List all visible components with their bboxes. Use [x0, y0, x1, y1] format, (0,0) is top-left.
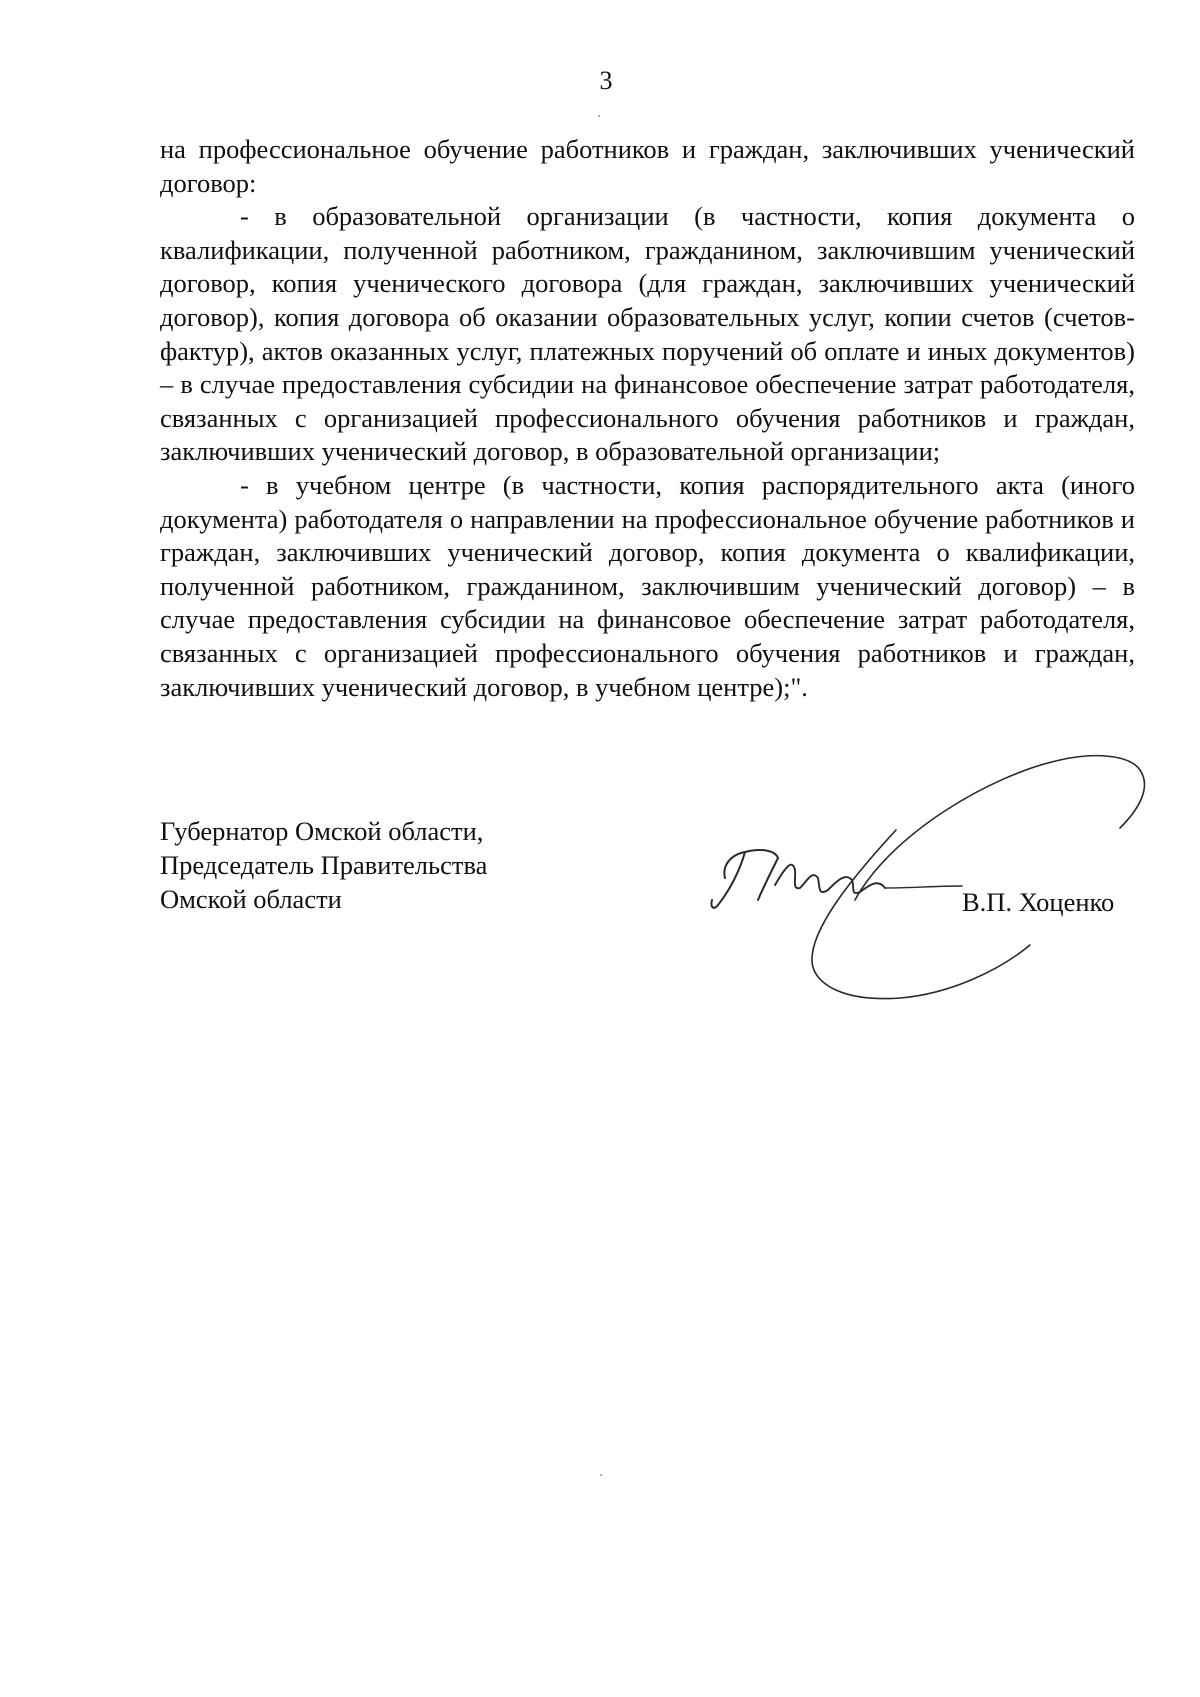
position-line-region: Омской области [160, 884, 342, 914]
page-number: 3 [599, 66, 613, 95]
signer-name: В.П. Хоценко [962, 887, 1115, 917]
paragraph-training-center: - в учебном центре (в частности, копия распорядительного акта (иного документа) работодателя о направлении на профессиональное обучение работников и граждан, заключивших ученический договор, копия документа о квалификации, полученной работником, гражданином, заключившим ученический договор) – в случае предоставления субсидии на финансовое обеспечение затрат работодателя, связанных с организацией профессионального обучения работников и граждан, заключивших ученический договор, в учебном центре);". [160, 469, 1135, 702]
paragraph-educational-organization: - в образовательной организации (в частности, копия документа о квалификации, полученной работником, гражданином, заключившим ученический договор, копия ученического договора (для граждан, заключивших ученический договор), копия договора об оказании образовательных услуг, копии счетов (счетов-фактур), актов оказанных услуг, платежных поручений об оплате и иных документов) – в случае предоставления субсидии на финансовое обеспечение затрат работодателя, связанных с организацией профессионального обучения работников и граждан, заключивших ученический договор, в образовательной организации; [160, 201, 1135, 467]
position-line-governor: Губернатор Омской области, [160, 816, 484, 846]
scan-speck [600, 1474, 602, 1476]
signatory-position [160, 814, 487, 916]
position-line-chairman: Председатель Правительства [160, 850, 488, 880]
document-body [160, 133, 1135, 704]
handwritten-signature [700, 740, 1160, 1010]
paragraph-intro: на профессиональное обучение работников и граждан, заключивших ученический договор: [160, 134, 1135, 198]
scan-speck [598, 115, 600, 117]
